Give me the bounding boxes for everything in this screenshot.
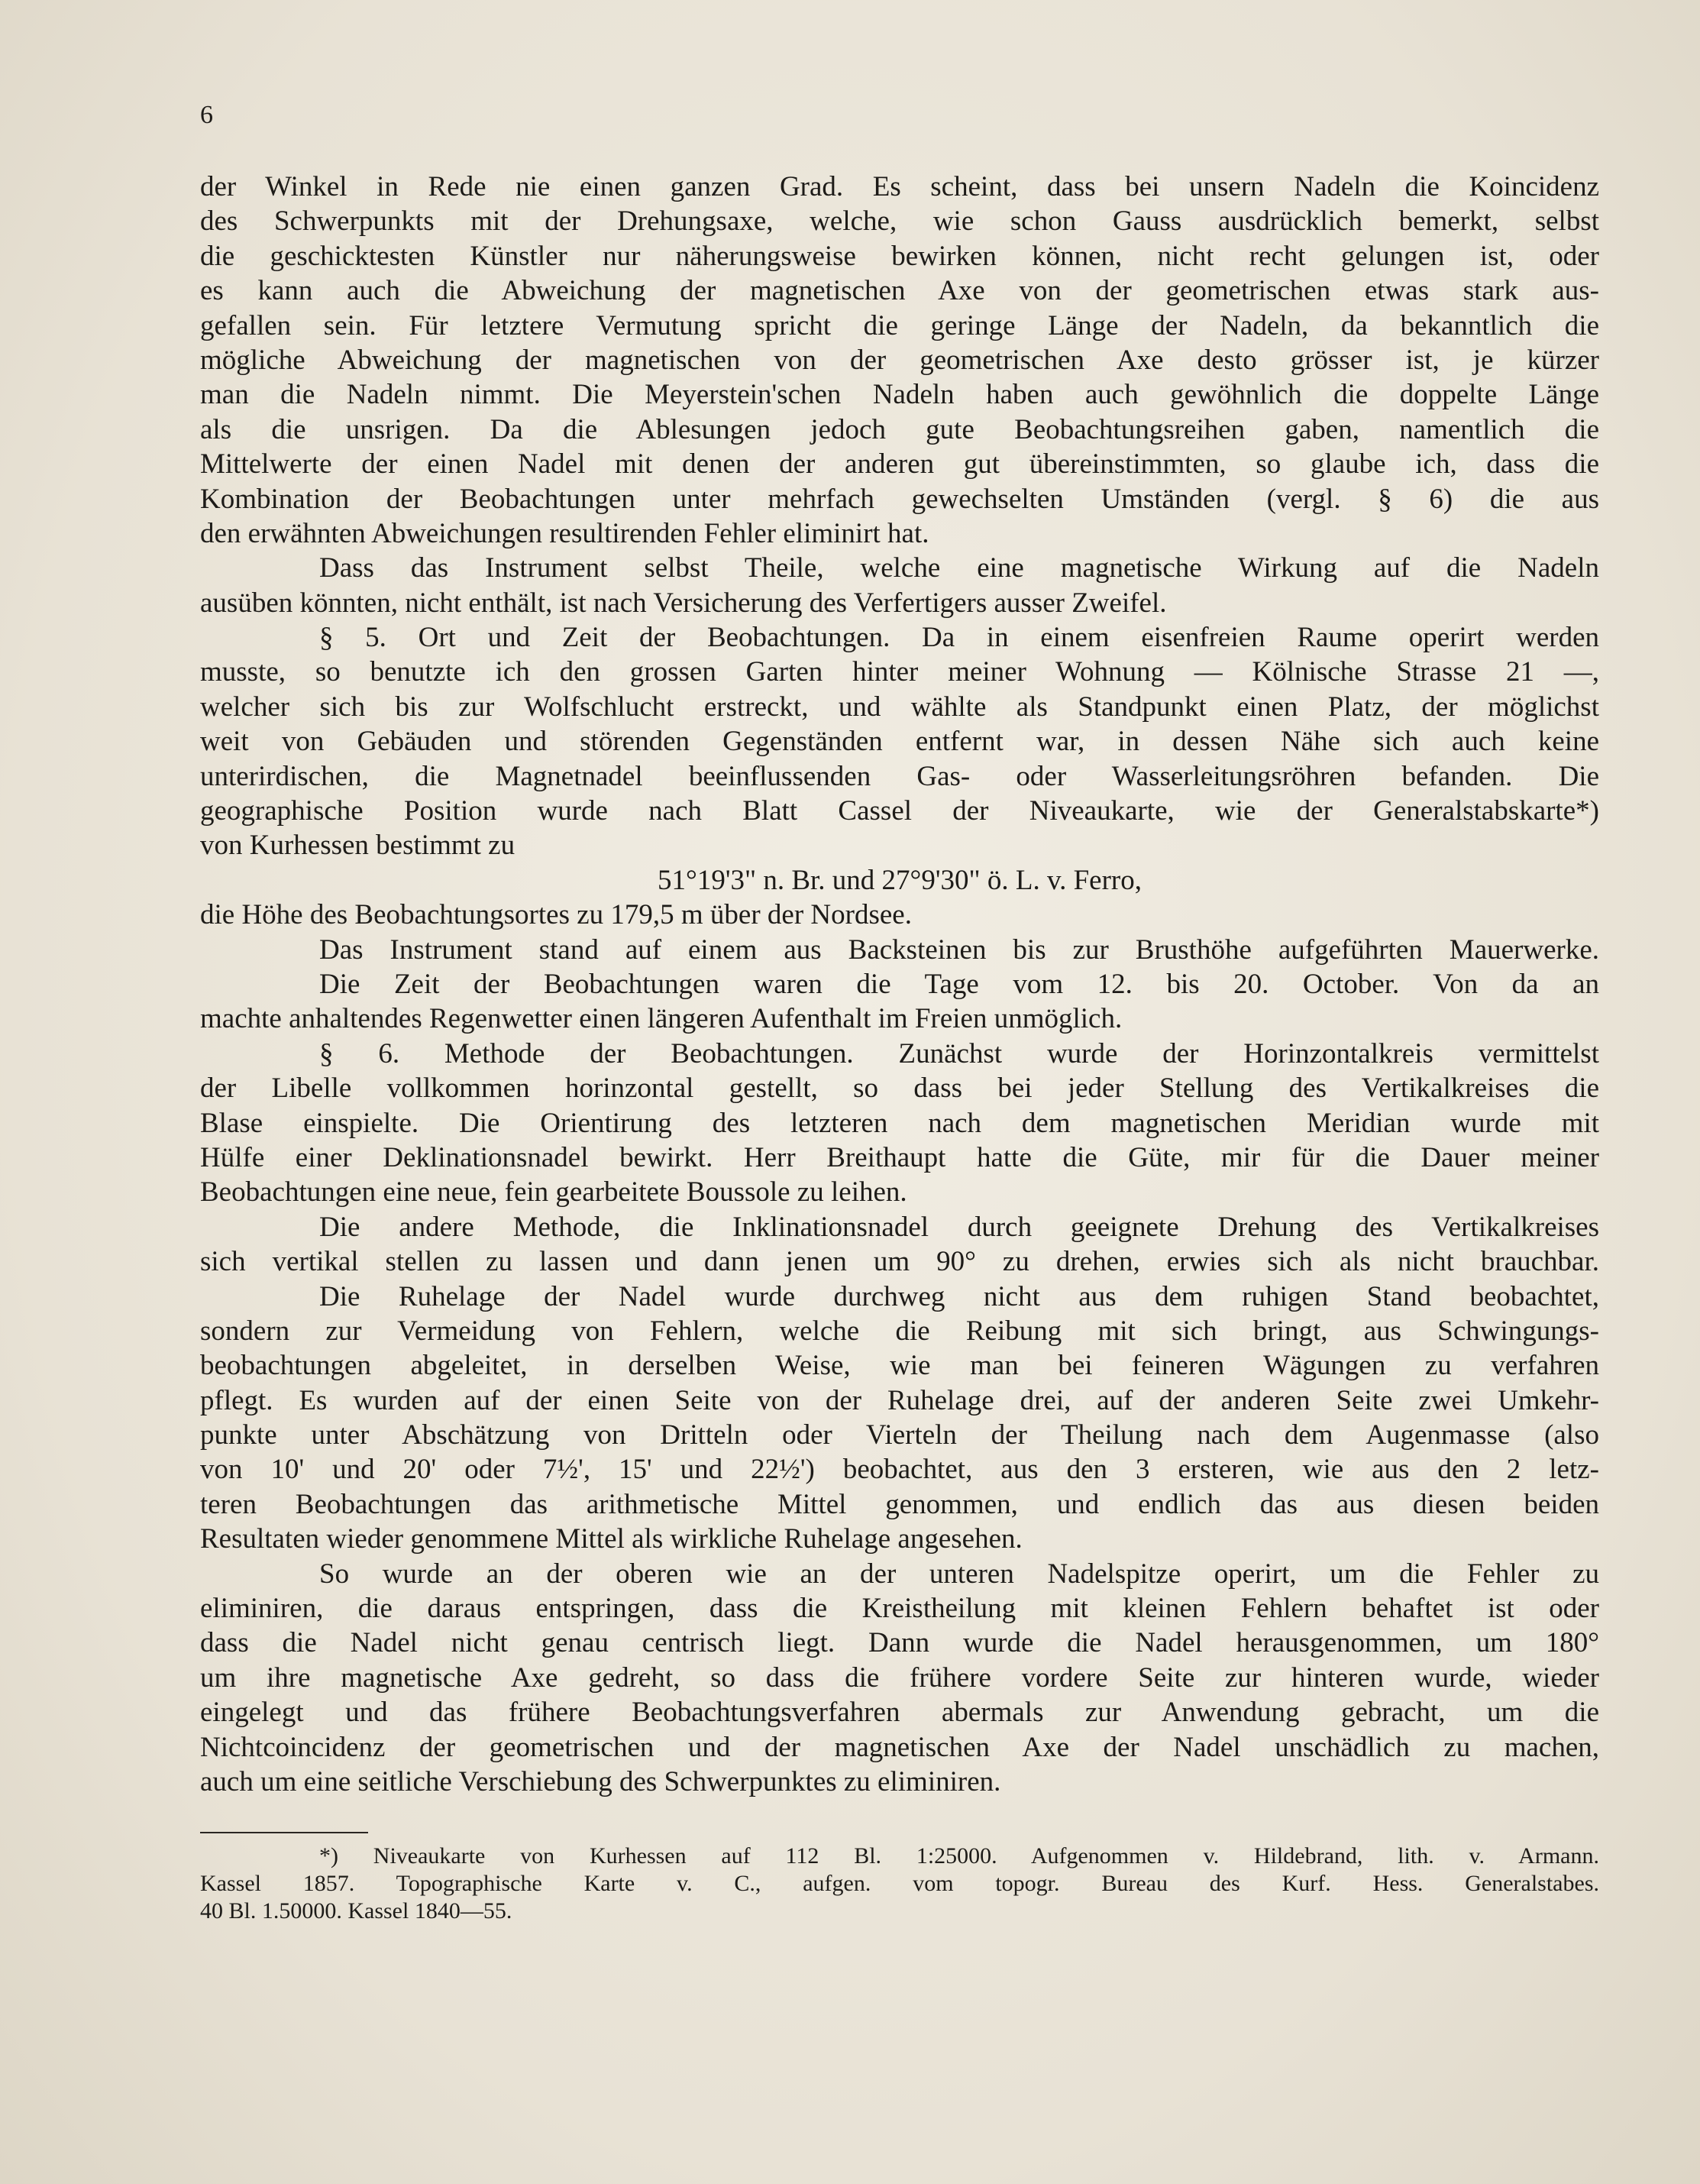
body-text-line: man die Nadeln nimmt. Die Meyerstein'schen Nadeln haben auch gewöhnlich die doppelte Länge [200,379,1599,411]
body-text-line: weit von Gebäuden und störenden Gegenständen entfernt war, in dessen Nähe sich auch keine [200,726,1599,758]
body-text-line: Dass das Instrument selbst Theile, welche eine magnetische Wirkung auf die Nadeln [319,552,1599,584]
body-text-line: Beobachtungen eine neue, fein gearbeitete Boussole zu leihen. [200,1176,907,1208]
page-number: 6 [200,101,213,129]
footnote-line: *) Niveaukarte von Kurhessen auf 112 Bl. 1:25000. Aufgenommen v. Hildebrand, lith. v. Armann. [319,1843,1599,1869]
body-text-line: um ihre magnetische Axe gedreht, so dass die frühere vordere Seite zur hinteren wurde, wieder [200,1661,1599,1694]
footnote-divider [200,1832,368,1833]
body-text-line: von Kurhessen bestimmt zu [200,830,515,862]
body-text-line: Kombination der Beobachtungen unter mehrfach gewechselten Umständen (vergl. § 6) die aus [200,483,1599,515]
body-text-line: von 10' und 20' oder 7½', 15' und 22½') beobachtet, aus den 3 ersteren, wie aus den 2 letz- [200,1454,1599,1486]
body-text [200,170,1599,1799]
body-text-line: mögliche Abweichung der magnetischen von der geometrischen Axe desto grösser ist, je kürzer [200,344,1599,376]
body-text-line: unterirdischen, die Magnetnadel beeinflussenden Gas- oder Wasserleitungsröhren befanden. Die [200,760,1599,792]
body-text-line: die Höhe des Beobachtungsortes zu 179,5 m über der Nordsee. [200,899,912,931]
body-text-line: es kann auch die Abweichung der magnetischen Axe von der geometrischen etwas stark aus- [200,275,1599,307]
footnote [200,1843,1599,1925]
body-text-line: Mittelwerte der einen Nadel mit denen der anderen gut übereinstimmten, so glaube ich, dass die [200,448,1599,480]
body-text-line: Die Ruhelage der Nadel wurde durchweg nicht aus dem ruhigen Stand beobachtet, [319,1280,1599,1312]
body-text-line: § 5. Ort und Zeit der Beobachtungen. Da in einem eisenfreien Raume operirt werden [319,622,1599,654]
body-text-line: Hülfe einer Deklinationsnadel bewirkt. Herr Breithaupt hatte die Güte, mir für die Dauer meiner [200,1141,1599,1173]
body-text-line: ausüben könnten, nicht enthält, ist nach Versicherung des Verfertigers ausser Zweifel. [200,587,1167,619]
body-text-line: den erwähnten Abweichungen resultirenden Fehler eliminirt hat. [200,517,929,549]
body-text-line: gefallen sein. Für letztere Vermutung spricht die geringe Länge der Nadeln, da bekanntlich die [200,309,1599,341]
body-text-line: pflegt. Es wurden auf der einen Seite von der Ruhelage drei, auf der anderen Seite zwei Umkehr- [200,1384,1599,1416]
body-text-line: Die andere Methode, die Inklinationsnadel durch geeignete Drehung des Vertikalkreises [319,1211,1599,1243]
body-text-line: dass die Nadel nicht genau centrisch liegt. Dann wurde die Nadel herausgenommen, um 180° [200,1627,1599,1659]
body-text-line: sondern zur Vermeidung von Fehlern, welche die Reibung mit sich bringt, aus Schwingungs- [200,1315,1599,1347]
body-text-line: geographische Position wurde nach Blatt Cassel der Niveaukarte, wie der Generalstabskarte*) [200,795,1599,827]
body-text-line: So wurde an der oberen wie an der unteren Nadelspitze operirt, um die Fehler zu [319,1558,1599,1590]
body-text-line: eliminiren, die daraus entspringen, dass die Kreistheilung mit kleinen Fehlern behaftet ist oder [200,1593,1599,1625]
body-text-line: teren Beobachtungen das arithmetische Mittel genommen, und endlich das aus diesen beiden [200,1488,1599,1520]
body-text-line: welcher sich bis zur Wolfschlucht erstreckt, und wählte als Standpunkt einen Platz, der möglichst [200,691,1599,723]
body-text-line: der Libelle vollkommen horinzontal gestellt, so dass bei jeder Stellung des Vertikalkreises die [200,1073,1599,1105]
footnote-line: Kassel 1857. Topographische Karte v. C., aufgen. vom topogr. Bureau des Kurf. Hess. Generalstabes. [200,1871,1599,1896]
body-text-line: § 6. Methode der Beobachtungen. Zunächst wurde der Horinzontalkreis vermittelst [319,1037,1599,1069]
body-text-line: sich vertikal stellen zu lassen und dann jenen um 90° zu drehen, erwies sich als nicht brauchbar. [200,1246,1599,1278]
body-text-line: des Schwerpunkts mit der Drehungsaxe, welche, wie schon Gauss ausdrücklich bemerkt, selbst [200,205,1599,238]
body-text-line: Das Instrument stand auf einem aus Backsteinen bis zur Brusthöhe aufgeführten Mauerwerke. [319,933,1599,966]
body-text-line: die geschicktesten Künstler nur näherungsweise bewirken können, nicht recht gelungen ist, oder [200,240,1599,272]
body-text-line: machte anhaltendes Regenwetter einen längeren Aufenthalt im Freien unmöglich. [200,1003,1123,1035]
body-text-line: Nichtcoincidenz der geometrischen und der magnetischen Axe der Nadel unschädlich zu machen, [200,1731,1599,1763]
body-text-line: auch um eine seitliche Verschiebung des Schwerpunktes zu eliminiren. [200,1765,1001,1797]
body-text-line: der Winkel in Rede nie einen ganzen Grad. Es scheint, dass bei unsern Nadeln die Koincidenz [200,171,1599,202]
body-text-line: Die Zeit der Beobachtungen waren die Tage vom 12. bis 20. October. Von da an [319,968,1599,1000]
body-text-line: eingelegt und das frühere Beobachtungsverfahren abermals zur Anwendung gebracht, um die [200,1697,1599,1729]
body-text-line: musste, so benutzte ich den grossen Garten hinter meiner Wohnung — Kölnische Strasse 21 —, [200,656,1599,688]
body-text-line: punkte unter Abschätzung von Dritteln oder Vierteln der Theilung nach dem Augenmasse (also [200,1419,1599,1451]
body-text-line: Resultaten wieder genommene Mittel als wirkliche Ruhelage angesehen. [200,1523,1023,1555]
body-text-line: Blase einspielte. Die Orientirung des letzteren nach dem magnetischen Meridian wurde mit [200,1107,1599,1139]
body-text-line: als die unsrigen. Da die Ablesungen jedoch gute Beobachtungsreihen gaben, namentlich die [200,413,1599,445]
footnote-line: 40 Bl. 1.50000. Kassel 1840—55. [200,1898,512,1924]
body-text-line: 51°19'3" n. Br. und 27°9'30" ö. L. v. Ferro, [658,864,1142,896]
body-text-line: beobachtungen abgeleitet, in derselben Weise, wie man bei feineren Wägungen zu verfahren [200,1350,1599,1382]
